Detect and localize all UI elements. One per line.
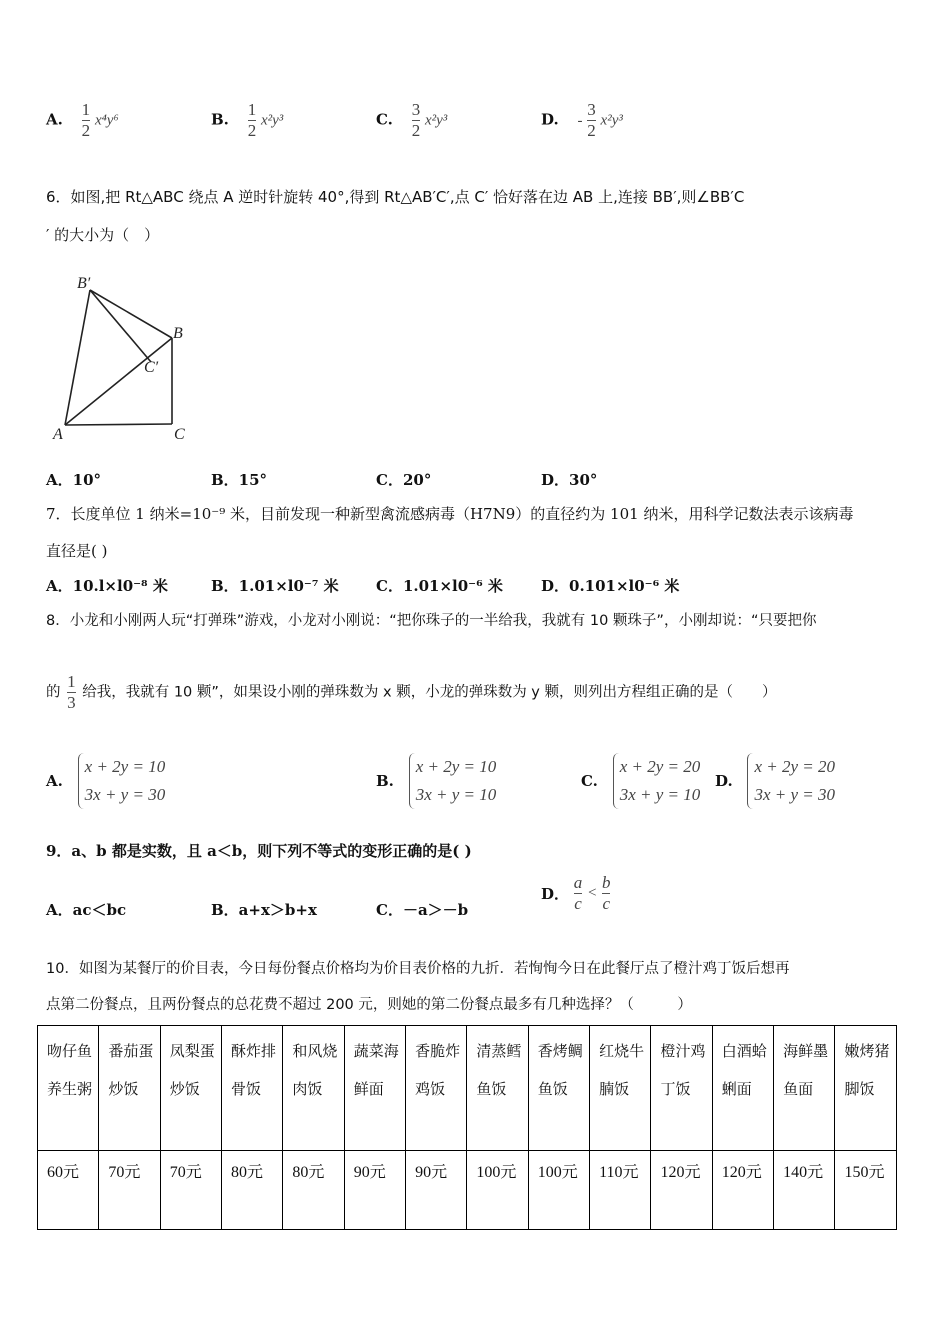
q9-option-d: D． $\frac{a}{c}$ < $\frac{b}{c}$ — [541, 873, 611, 913]
q6-option-d: D．30° — [541, 471, 598, 489]
dish-cell: 和风烧肉饭 — [283, 1026, 344, 1151]
q6-option-c: C．20° — [376, 471, 432, 489]
q7-option-b: B．1.01×l0⁻⁷ 米 — [211, 577, 339, 595]
dish-cell: 酥炸排骨饭 — [222, 1026, 283, 1151]
fraction-a-over-c: $\frac{a}{c}$ — [573, 873, 583, 913]
q7-stem-line2: 直径是( ) — [46, 542, 108, 560]
q6-option-b: B．15° — [211, 471, 268, 489]
label-c-prime: C′ — [144, 359, 159, 376]
price-row — [38, 1151, 897, 1230]
q5-option-d: D. - $\frac{3}{2}$ x²y³ — [541, 100, 623, 140]
dish-cell: 白酒蛤蜊面 — [712, 1026, 773, 1151]
price-cell: 110元 — [590, 1151, 651, 1230]
q10-stem-line1: 10．如图为某餐厅的价目表，今日每份餐点价格均为价目表价格的九折．若恂恂今日在此餐厅点了橙汁鸡丁饭后想再 — [46, 961, 790, 977]
label-c: C — [174, 426, 185, 443]
q9-option-c: C．－a＞－b — [376, 901, 469, 919]
dish-cell: 嫩烤猪脚饭 — [835, 1026, 897, 1151]
q6-option-a: A．10° — [46, 471, 102, 489]
dish-cell: 红烧牛腩饭 — [590, 1026, 651, 1151]
price-cell: 70元 — [160, 1151, 221, 1230]
q5-option-c: C. $\frac{3}{2}$ x²y³ — [376, 100, 448, 140]
q10-stem-line2: 点第二份餐点，且两份餐点的总花费不超过 200 元，则她的第二份餐点最多有几种选择？（ ） — [46, 997, 692, 1013]
q7-stem-line1: 7．长度单位 1 纳米=10⁻⁹ 米，目前发现一种新型禽流感病毒（H7N9）的直径约为 101 纳米，用科学记数法表示该病毒 — [46, 505, 854, 523]
q8-option-d: D. x + 2y = 20 3x + y = 30 — [715, 753, 835, 809]
dish-cell: 蔬菜海鲜面 — [344, 1026, 405, 1151]
q8-stem-line2: 的 $\frac{1}{3}$ 给我，我就有 10 颗”，如果设小刚的弹珠数为 x 颗，小龙的弹珠数为 y 颗，则列出方程组正确的是（ ） — [46, 672, 777, 712]
price-cell: 100元 — [528, 1151, 589, 1230]
dish-cell: 清蒸鳕鱼饭 — [467, 1026, 528, 1151]
price-cell: 120元 — [651, 1151, 712, 1230]
q5-option-a: A. $\frac{1}{2}$ x⁴y⁶ — [46, 100, 119, 140]
rotation-triangle-figure — [45, 268, 205, 448]
fraction: $\frac{3}{2}$ — [587, 100, 596, 140]
price-cell: 70元 — [99, 1151, 160, 1230]
price-cell: 60元 — [38, 1151, 99, 1230]
price-cell: 90元 — [406, 1151, 467, 1230]
q9-stem: 9．a、b 都是实数，且 a＜b，则下列不等式的变形正确的是( ) — [46, 842, 472, 860]
dish-cell: 橙汁鸡丁饭 — [651, 1026, 712, 1151]
price-table — [37, 1025, 897, 1230]
price-cell: 80元 — [222, 1151, 283, 1230]
price-cell: 100元 — [467, 1151, 528, 1230]
dish-cell: 香脆炸鸡饭 — [406, 1026, 467, 1151]
label-a: A — [53, 426, 63, 443]
fraction: $\frac{3}{2}$ — [411, 100, 421, 140]
dish-row — [38, 1026, 897, 1151]
label-b-prime: B′ — [77, 275, 91, 292]
q9-option-a: A．ac＜bc — [46, 901, 127, 919]
dish-cell: 番茄蛋炒饭 — [99, 1026, 160, 1151]
dish-cell: 香烤鲷鱼饭 — [528, 1026, 589, 1151]
price-cell: 140元 — [774, 1151, 835, 1230]
q7-option-d: D．0.101×l0⁻⁶ 米 — [541, 577, 680, 595]
price-cell: 90元 — [344, 1151, 405, 1230]
dish-cell: 吻仔鱼养生粥 — [38, 1026, 99, 1151]
label-b: B — [173, 325, 183, 342]
fraction: $\frac{1}{2}$ — [247, 100, 257, 140]
dish-cell: 凤梨蛋炒饭 — [160, 1026, 221, 1151]
q8-stem-line1: 8．小龙和小刚两人玩“打弹珠”游戏，小龙对小刚说：“把你珠子的一半给我，我就有 10 颗珠子”，小刚却说：“只要把你 — [46, 613, 817, 629]
q6-stem-line1: 6．如图,把 Rt△ABC 绕点 A 逆时针旋转 40°,得到 Rt△AB′C′,点 C′ 恰好落在边 AB 上,连接 BB′,则∠BB′C — [46, 188, 745, 206]
q9-option-b: B．a+x＞b+x — [211, 901, 317, 919]
q5-option-b: B. $\frac{1}{2}$ x²y³ — [211, 100, 284, 140]
q7-option-c: C．1.01×l0⁻⁶ 米 — [376, 577, 503, 595]
q8-option-c: C. x + 2y = 20 3x + y = 10 — [581, 753, 700, 809]
q7-option-a: A．10.l×l0⁻⁸ 米 — [46, 577, 168, 595]
q8-option-b: B. x + 2y = 10 3x + y = 10 — [376, 753, 496, 809]
dish-cell: 海鲜墨鱼面 — [774, 1026, 835, 1151]
fraction: $\frac{1}{2}$ — [81, 100, 91, 140]
fraction-one-third: $\frac{1}{3}$ — [67, 672, 76, 712]
fraction-b-over-c: $\frac{b}{c}$ — [601, 873, 611, 913]
price-cell: 150元 — [835, 1151, 897, 1230]
q8-option-a: A. x + 2y = 10 3x + y = 30 — [46, 753, 165, 809]
q6-stem-line2: ′ 的大小为（ ） — [46, 226, 160, 244]
price-cell: 80元 — [283, 1151, 344, 1230]
price-cell: 120元 — [712, 1151, 773, 1230]
